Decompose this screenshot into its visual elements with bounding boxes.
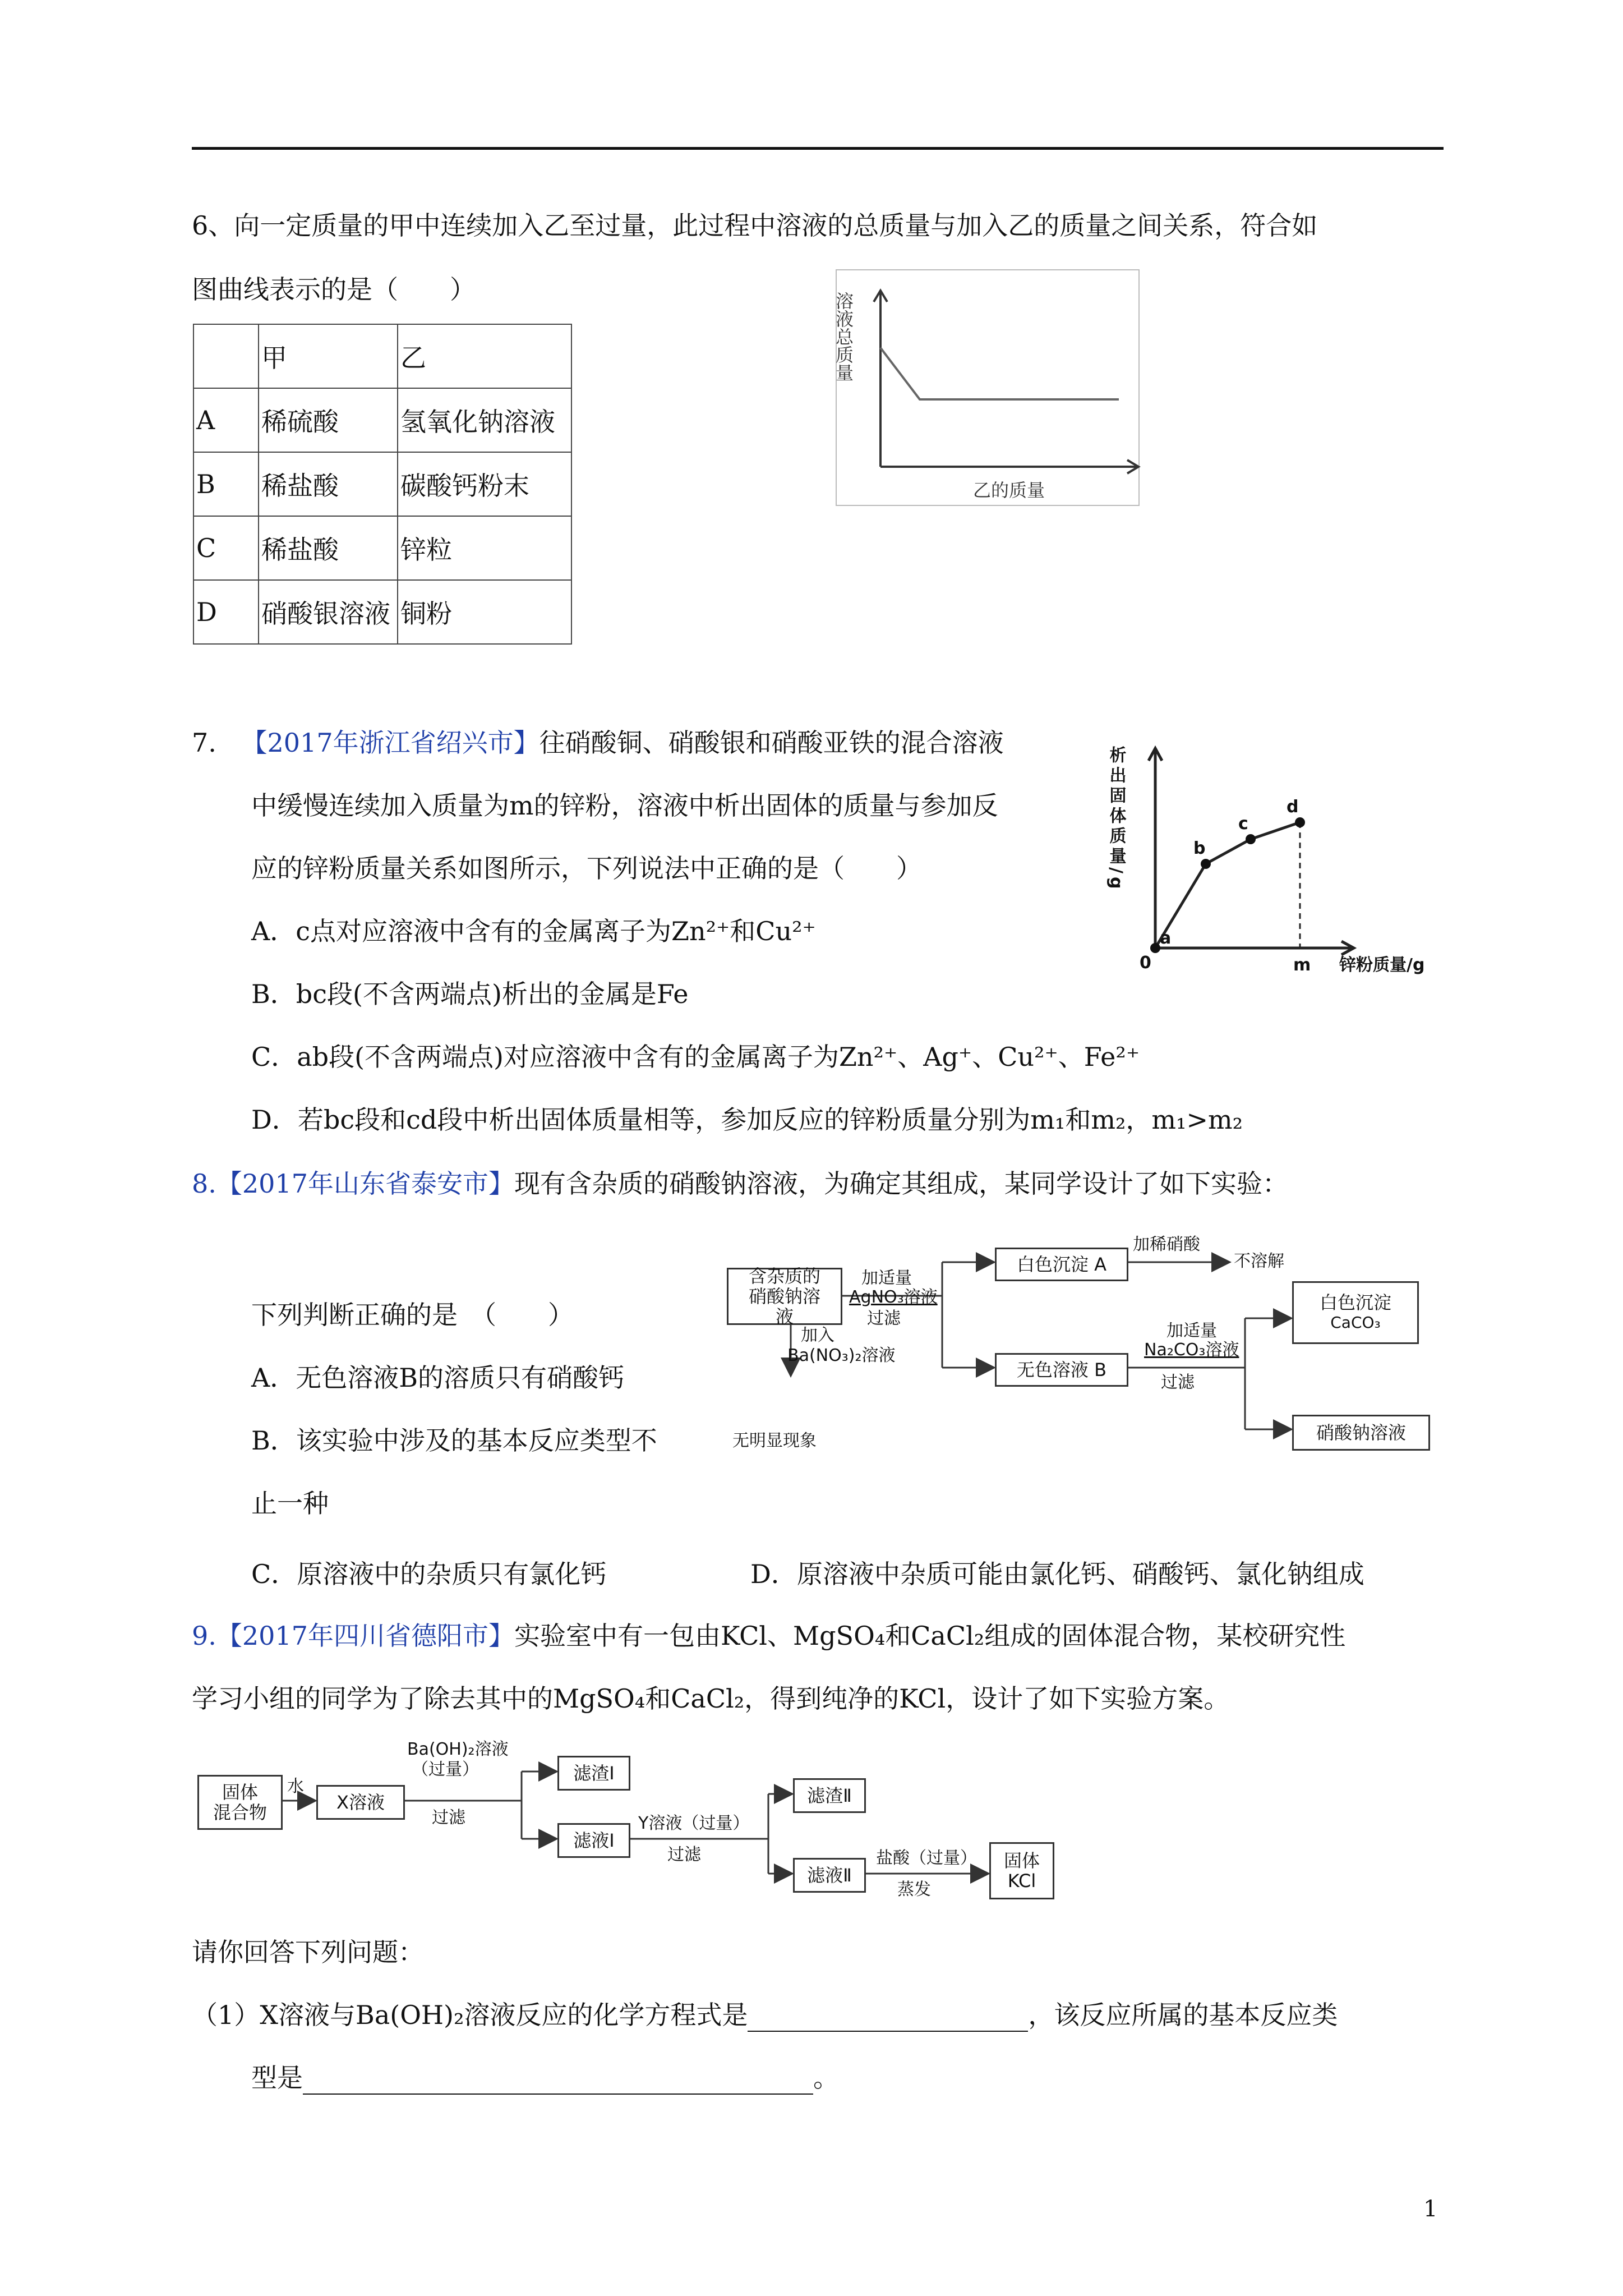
q6-graph [833,269,1150,510]
table-cell: 甲 [259,324,398,388]
q7-stem2: 中缓慢连续加入质量为m的锌粉，溶液中析出固体的质量与参加反 [251,790,998,821]
q9-filter2: 过滤 [667,1845,701,1865]
table-cell: D [193,580,259,644]
q9-stem-text: 实验室中有一包由KCl、MgSO₄和CaCl₂组成的固体混合物，某校研究性 [514,1621,1346,1651]
q8-start-box [727,1268,842,1325]
q8-option-d: D．原溶液中杂质可能由氯化钙、硝酸钙、氯化钠组成 [750,1559,1364,1589]
page-number: 1 [1423,2196,1438,2222]
q7-stem-text: 往硝酸铜、硝酸银和硝酸亚铁的混合溶液 [539,728,1004,758]
q9-ysol: Y溶液（过量） [638,1814,750,1833]
q8-precip-a-box [995,1248,1128,1281]
table-cell: 稀硫酸 [259,388,398,452]
q9-kcl-label2: KCl [1007,1870,1036,1892]
q7-graph-m: m [1293,955,1311,975]
q7-number: 7. [192,728,216,758]
q8-caco3-label1: 白色沉淀 [1319,1292,1391,1313]
q9-filter1: 过滤 [432,1808,465,1828]
table-row [193,452,571,516]
q7-option-d: D．若bc段和cd段中析出固体质量相等，参加反应的锌粉质量分别为m₁和m₂，m₁>m₂ [251,1105,1243,1135]
q8-filter1: 过滤 [867,1309,901,1328]
q9-hcl: 盐酸（过量） [876,1848,977,1868]
q8-option-c: C．原溶液中的杂质只有氯化钙 [251,1559,607,1589]
q9-baoh-top: Ba(OH)₂溶液 [407,1740,509,1759]
table-cell [193,324,259,388]
q8-option-a: A．无色溶液B的溶质只有硝酸钙 [251,1363,625,1393]
q9-kcl-box [989,1842,1054,1899]
q9-filtrate2-box [793,1858,866,1893]
q8-filter2: 过滤 [1161,1373,1195,1392]
table-cell: 硝酸银溶液 [259,580,398,644]
q8-add-hno3: 加稀硝酸 [1133,1235,1200,1254]
q7-stem1 [192,726,1004,760]
q9-solid-box [197,1775,283,1830]
q9-source-tag: 9.【2017年四川省德阳市】 [192,1621,514,1651]
q8-sol-b-box [995,1353,1128,1387]
q8-nano3-label: 硝酸钠溶液 [1316,1422,1406,1443]
q8-source-tag: 8.【2017年山东省泰安市】 [192,1168,514,1199]
q8-prompt: 下列判断正确的是 （ ） [251,1300,574,1330]
q8-add1-reagent: AgNO₃溶液 [849,1287,938,1307]
q8-precip-a-label: 白色沉淀 A [1016,1254,1107,1275]
answer-blank-1[interactable] [748,2005,1028,2032]
answer-blank-2[interactable] [303,2068,813,2095]
q7-graph-label-d: d [1287,797,1299,817]
table-cell: 锌粒 [398,516,571,580]
q7-graph-origin: 0 [1140,953,1151,973]
point-a [1150,943,1160,953]
q9-stem2: 学习小组的同学为了除去其中的MgSO₄和CaCl₂，得到纯净的KCl，设计了如下实验方案。 [192,1683,1230,1714]
q8-option-b2: 止一种 [251,1488,329,1519]
table-cell: C [193,516,259,580]
q8-no-change: 无明显现象 [732,1431,817,1451]
q8-stem [192,1167,1288,1200]
q8-sol-b-label: 无色溶液 B [1016,1359,1107,1381]
q7-graph-label-c: c [1238,814,1248,834]
table-row [193,388,571,452]
q8-add-ba2: Ba(NO₃)₂溶液 [787,1346,896,1365]
q6-line2: 图曲线表示的是（ ） [192,274,476,305]
table-row [193,516,571,580]
q8-flowchart [718,1223,1441,1470]
header-rule [192,147,1444,150]
q6-graph-xlabel: 乙的质量 [973,480,1045,501]
q7-option-c: C．ab段(不含两端点)对应溶液中含有的金属离子为Zn²⁺、Ag⁺、Cu²⁺、Fe²⁺ [251,1042,1140,1072]
q9-filtrate2-label: 滤液Ⅱ [807,1865,852,1886]
q9-residue2-label: 滤渣Ⅱ [807,1785,852,1806]
q7-graph-label-b: b [1193,839,1206,858]
q9-baoh-mid: （过量） [412,1760,479,1779]
table-cell: A [193,388,259,452]
table-cell: 氢氧化钠溶液 [398,388,571,452]
q9-kcl-label1: 固体 [1003,1850,1040,1871]
q9-sub1a: （1）X溶液与Ba(OH)₂溶液反应的化学方程式是 [192,2000,748,2030]
q8-caco3-box [1292,1281,1419,1344]
table-cell: 乙 [398,324,571,388]
q8-stem-text: 现有含杂质的硝酸钠溶液，为确定其组成，某同学设计了如下实验： [514,1168,1288,1199]
q9-residue1-label: 滤渣Ⅰ [573,1763,615,1784]
q8-add2-top: 加适量 [1166,1321,1217,1341]
q6-line1: 6、向一定质量的甲中连续加入乙至过量，此过程中溶液的总质量与加入乙的质量之间关系，符合如 [192,210,1318,241]
q9-ask: 请你回答下列问题： [192,1937,424,1967]
table-cell: B [193,452,259,516]
q9-sub1c: 型是 [251,2063,303,2093]
table-cell: 碳酸钙粉末 [398,452,571,516]
q7-option-b: B．bc段(不含两端点)析出的金属是Fe [251,979,689,1009]
q9-solid-label1: 固体 [222,1782,258,1803]
q8-option-b1: B．该实验中涉及的基本反应类型不 [251,1425,657,1456]
q8-insoluble: 不溶解 [1234,1251,1284,1271]
point-d [1295,817,1305,827]
q9-filtrate1-box [557,1823,630,1858]
table-row [193,580,571,644]
q9-water: 水 [287,1777,304,1796]
q7-graph-xlabel: 锌粉质量/g [1339,955,1425,975]
q7-graph-ylabel: 析出固体质量/g [1106,746,1126,892]
q9-solid-label2: 混合物 [213,1802,267,1823]
q9-xsol-label: X溶液 [336,1792,385,1813]
q9-flowchart [196,1739,1105,1907]
q9-evap: 蒸发 [897,1880,931,1899]
q6-table [193,324,572,645]
q9-residue2-box [793,1778,866,1813]
q7-stem3: 应的锌粉质量关系如图所示，下列说法中正确的是（ ） [251,853,922,884]
table-row [193,324,571,388]
q8-add-ba1: 加入 [801,1326,834,1345]
q9-sub1-line2 [251,2061,839,2095]
q9-filtrate1-label: 滤液Ⅰ [573,1830,615,1851]
q7-graph-label-a: a [1160,928,1172,948]
q9-sub1b: ，该反应所属的基本反应类 [1028,2000,1338,2030]
table-cell: 铜粉 [398,580,571,644]
point-b [1201,859,1211,869]
table-cell: 稀盐酸 [259,452,398,516]
q8-add1-top: 加适量 [861,1268,912,1288]
q6-graph-ylabel: 溶液总质量 [833,292,854,381]
q9-stem1 [192,1619,1345,1653]
q8-start-label: 含杂质的硝酸钠溶液 [748,1266,820,1327]
q7-source-tag: 【2017年浙江省绍兴市】 [241,728,540,758]
q7-option-a: A．c点对应溶液中含有的金属离子为Zn²⁺和Cu²⁺ [251,916,816,946]
q7-graph [1106,729,1447,999]
q8-caco3-label2: CaCO₃ [1330,1313,1381,1332]
q9-sub1-line1 [192,1998,1338,2032]
table-cell: 稀盐酸 [259,516,398,580]
point-c [1246,834,1256,844]
q8-add2-reagent: Na₂CO₃溶液 [1144,1340,1239,1360]
q9-sub1d: 。 [813,2063,839,2093]
q8-nano3-box [1292,1415,1430,1451]
q9-residue1-box [557,1756,630,1791]
q9-xsol-box [316,1785,405,1820]
